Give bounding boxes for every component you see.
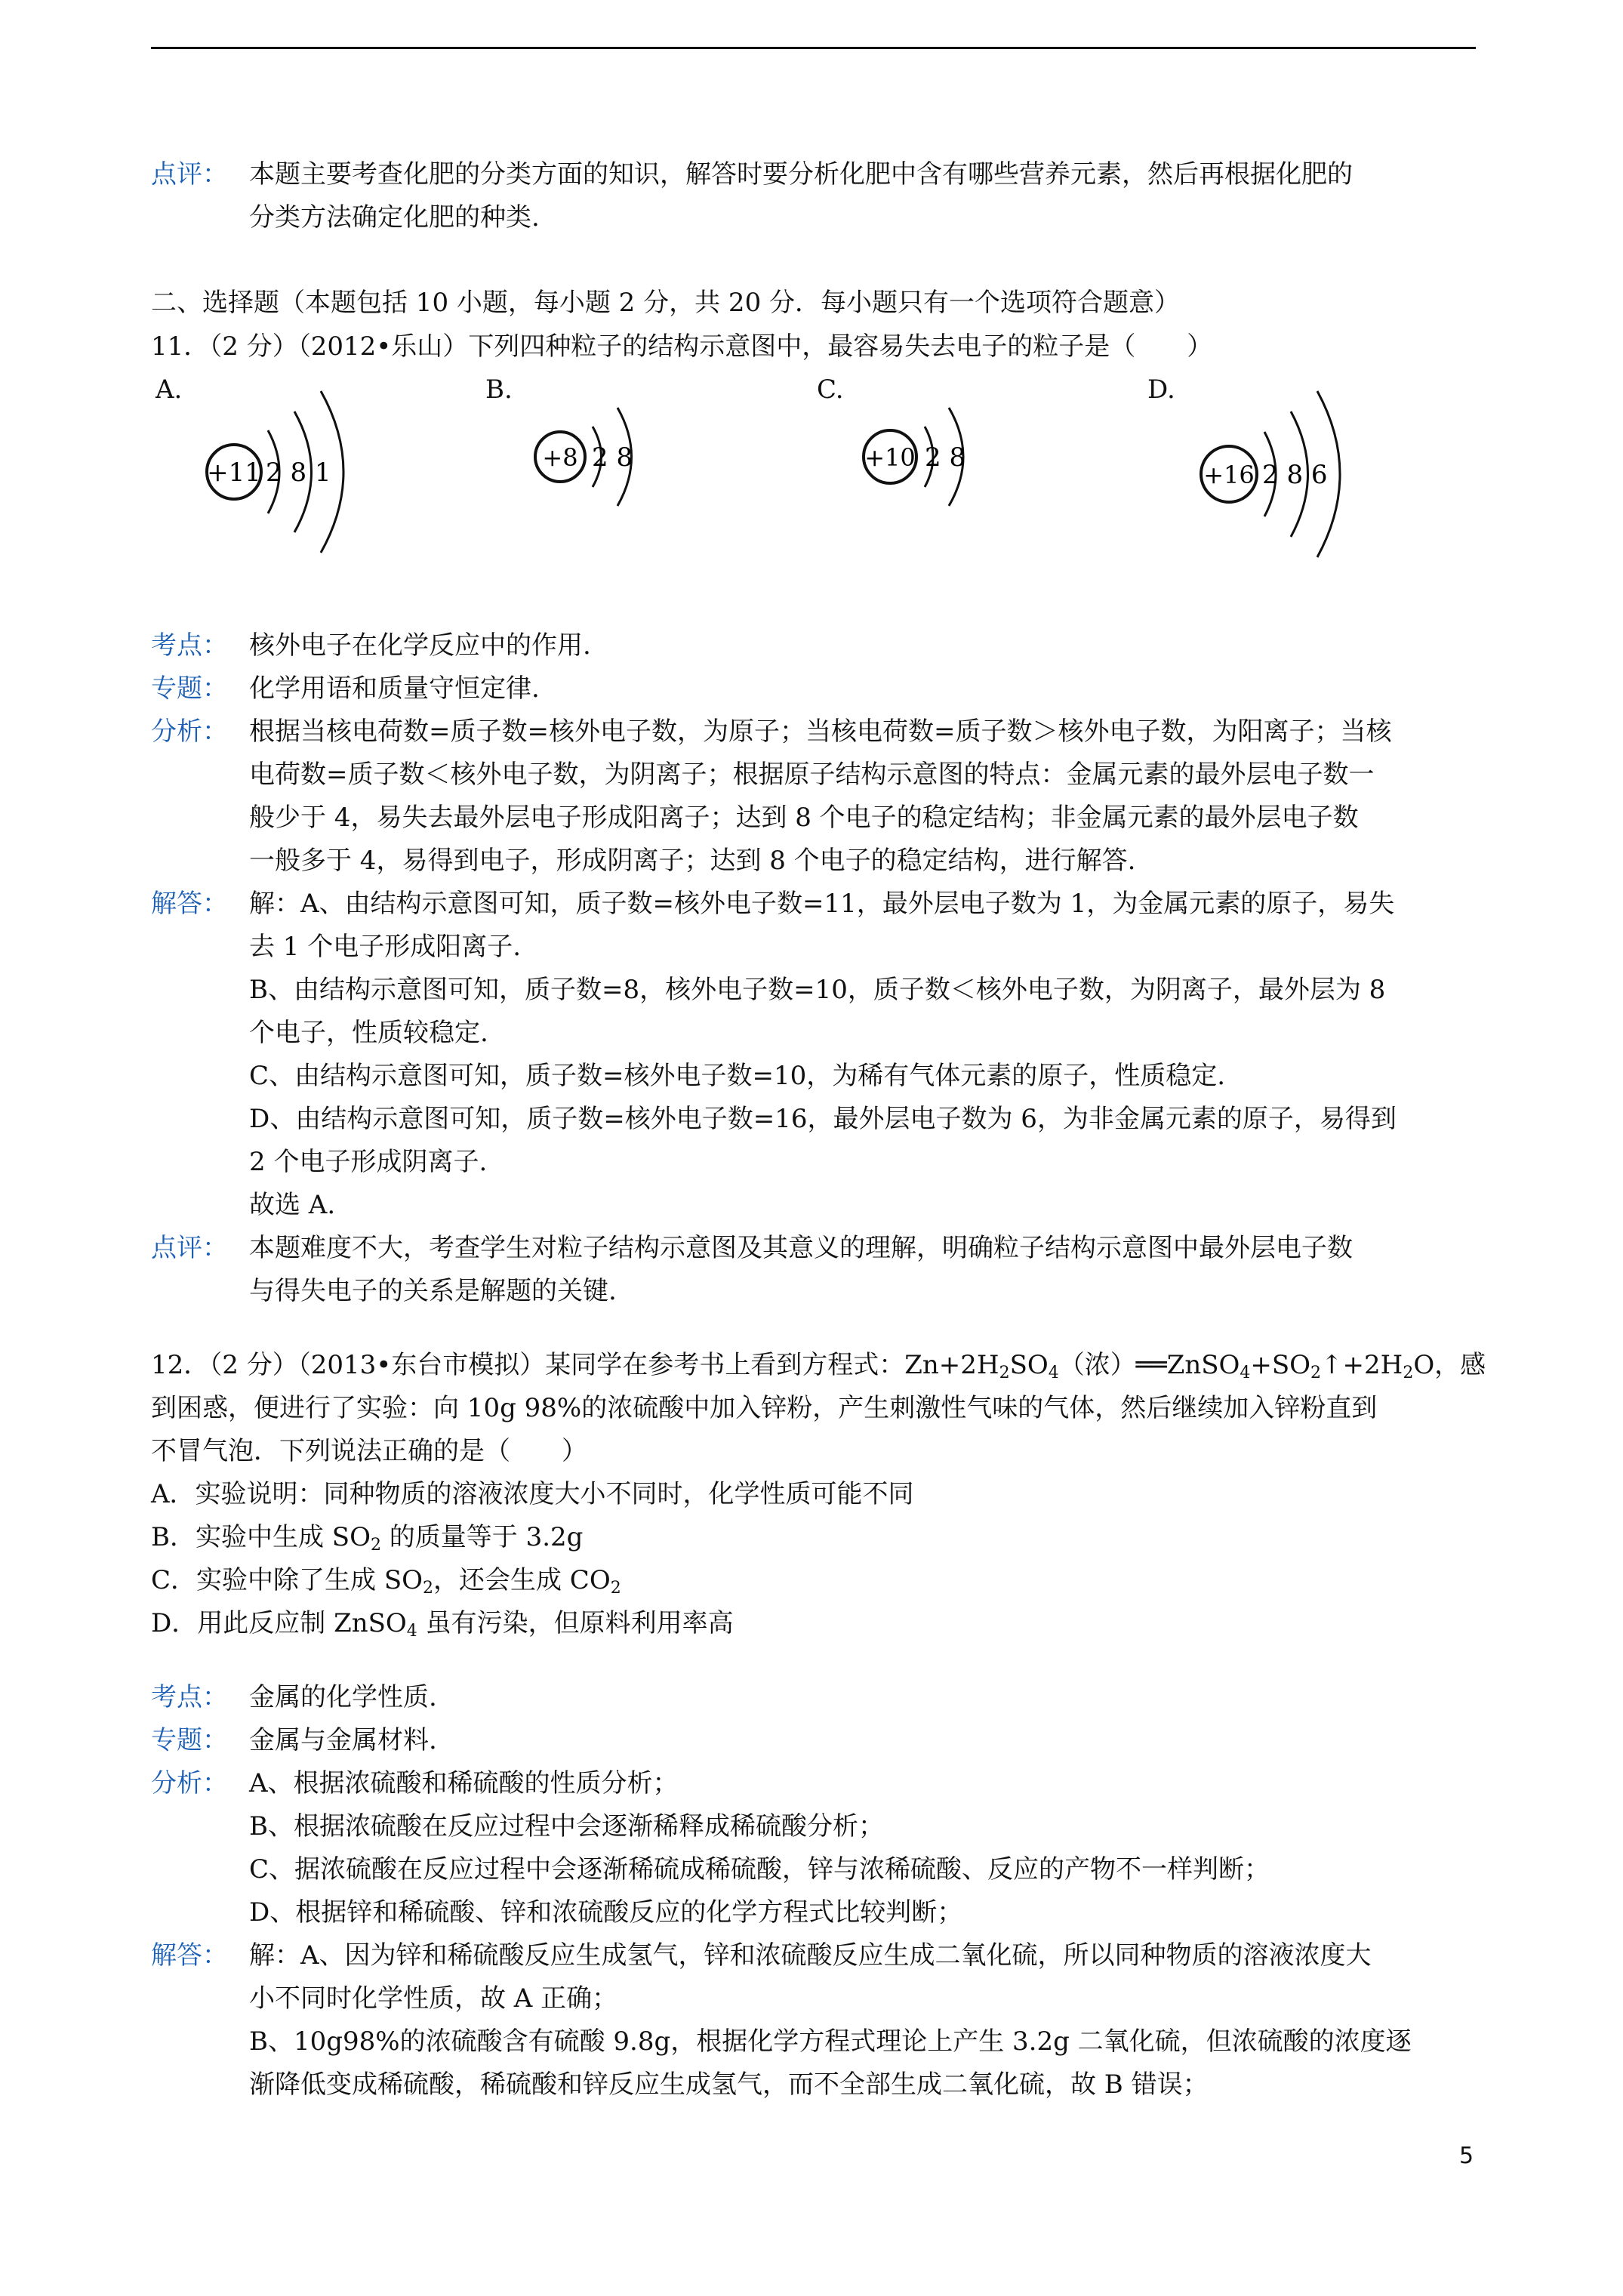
- q12-option-a: A．实验说明：同种物质的溶液浓度大小不同时，化学性质可能不同: [151, 1479, 914, 1509]
- fenxi-label: 分析：: [151, 1768, 228, 1798]
- electron-shells: 2 8: [925, 442, 966, 473]
- jieda-line: 解：A、由结构示意图可知，质子数=核外电子数=11，最外层电子数为 1，为金属元素的原子，易失: [249, 889, 1395, 919]
- q11-analysis-block: [151, 624, 1480, 1313]
- page-number: 5: [1459, 2143, 1474, 2169]
- section-heading: 二、选择题（本题包括 10 小题，每小题 2 分，共 20 分．每小题只有一个选项符合题意）: [151, 288, 1181, 318]
- jieda-line: 个电子，性质较稳定.: [249, 1018, 488, 1048]
- electron-shells: 2 8 1: [266, 458, 331, 488]
- jieda-line: 解：A、因为锌和稀硫酸反应生成氢气，锌和浓硫酸反应生成二氧化硫，所以同种物质的溶液浓度大: [249, 1940, 1372, 1971]
- q12-option-b: B．实验中生成 $SO_2$ 的质量等于 3.2g: [151, 1522, 584, 1555]
- comment-label: 点评：: [151, 159, 228, 190]
- header-rule: [151, 47, 1476, 49]
- nucleus-charge: +11: [207, 458, 261, 488]
- atom-structure-diagram-b: [528, 393, 679, 544]
- q12-analysis-block: [151, 1676, 1480, 2106]
- fenxi-line: 根据当核电荷数=质子数=核外电子数，为原子；当核电荷数=质子数＞核外电子数，为阳离子；当核: [249, 717, 1392, 747]
- nucleus-charge: +8: [542, 443, 578, 472]
- jieda-line: 小不同时化学性质，故 A 正确；: [249, 1983, 618, 2014]
- zhuanti-label: 专题：: [151, 1725, 228, 1755]
- zhuanti-text: 化学用语和质量守恒定律.: [249, 673, 540, 704]
- fenxi-line: 电荷数=质子数＜核外电子数，为阴离子；根据原子结构示意图的特点：金属元素的最外层电子数一: [249, 760, 1375, 790]
- jieda-line: D、由结构示意图可知，质子数=核外电子数=16，最外层电子数为 6，为非金属元素的原子，易得到: [249, 1104, 1397, 1134]
- jieda-label: 解答：: [151, 1940, 228, 1971]
- dianping-label: 点评：: [151, 1233, 228, 1263]
- q11-option-d-letter: D.: [1147, 374, 1175, 405]
- fenxi-line: C、据浓硫酸在反应过程中会逐渐稀硫成稀硫酸，锌与浓稀硫酸、反应的产物不一样判断；: [249, 1854, 1270, 1885]
- q12-option-c: C．实验中除了生成 $SO_2$，还会生成 $CO_2$: [151, 1565, 621, 1598]
- fenxi-line: B、根据浓硫酸在反应过程中会逐渐稀释成稀硫酸分析；: [249, 1811, 884, 1841]
- nucleus-charge: +16: [1203, 461, 1255, 489]
- dianping-line: 本题难度不大，考查学生对粒子结构示意图及其意义的理解，明确粒子结构示意图中最外层电子数: [249, 1233, 1353, 1263]
- jieda-line: C、由结构示意图可知，质子数=核外电子数=10，为稀有气体元素的原子，性质稳定.: [249, 1061, 1226, 1091]
- q12-option-d: D．用此反应制 ZnSO$_4$ 虽有污染，但原料利用率高: [151, 1608, 734, 1641]
- prev-comment-block: [151, 153, 1480, 239]
- fenxi-label: 分析：: [151, 717, 228, 747]
- q11-stem: 11．（2 分）（2012•乐山）下列四种粒子的结构示意图中，最容易失去电子的粒子是（ ）: [151, 331, 1213, 362]
- nucleus-charge: +10: [864, 443, 916, 472]
- zhuanti-label: 专题：: [151, 673, 228, 704]
- jieda-line: 渐降低变成稀硫酸，稀硫酸和锌反应生成氢气，而不全部生成二氧化硫，故 B 错误；: [249, 2069, 1209, 2100]
- jieda-line: 2 个电子形成阴离子.: [249, 1147, 488, 1177]
- dianping-line: 与得失电子的关系是解题的关键.: [249, 1276, 617, 1306]
- atom-structure-diagram-d: [1185, 378, 1374, 574]
- fenxi-line: D、根据锌和稀硫酸、锌和浓硫酸反应的化学方程式比较判断；: [249, 1897, 963, 1928]
- fenxi-line: A、根据浓硫酸和稀硫酸的性质分析；: [249, 1768, 679, 1798]
- comment-line: 本题主要考查化肥的分类方面的知识，解答时要分析化肥中含有哪些营养元素，然后再根据化肥的: [249, 159, 1353, 190]
- electron-shells: 2 8: [592, 442, 633, 473]
- jieda-line: 去 1 个电子形成阳离子.: [249, 932, 522, 962]
- kaodian-text: 核外电子在化学反应中的作用.: [249, 630, 591, 661]
- electron-shells: 2 8 6: [1262, 460, 1328, 490]
- q11-option-c-letter: C.: [817, 374, 844, 405]
- jieda-line: B、由结构示意图可知，质子数=8，核外电子数=10，质子数＜核外电子数，为阴离子，最外层为 8: [249, 975, 1386, 1005]
- q11-option-b-letter: B.: [485, 374, 513, 405]
- q11-option-a-letter: A.: [156, 374, 183, 405]
- zhuanti-text: 金属与金属材料.: [249, 1725, 437, 1755]
- atom-structure-diagram-a: [196, 378, 377, 574]
- jieda-line: 故选 A.: [249, 1190, 336, 1220]
- q12-stem: 12．（2 分）（2013•东台市模拟）某同学在参考书上看到方程式：$Zn+2H_2SO_4$（浓）$══ZnSO_4+SO_2↑+2H_2O$，感 到困惑，便进行了实验：向 10g 98%的浓硫酸中加入锌粉，产生刺激性气味的气体，然后继续加入锌粉直到 不冒气泡．下列说法正确的是（ ） A．实验说明：同种物质的溶液浓度大小不同时，化学性质可能不同 B．实验中生成 $SO_2$ 的质量等于 3.2g C．实验中除了生成 $SO_2$，还会生成 $CO_2$ D．用此反应制 ZnSO$_4$ 虽有污染，但原料利用率高: [151, 1344, 1480, 1645]
- fenxi-line: 般少于 4，易失去最外层电子形成阳离子；达到 8 个电子的稳定结构；非金属元素的最外层电子数: [249, 803, 1359, 833]
- jieda-line: B、10g98%的浓硫酸含有硫酸 9.8g，根据化学方程式理论上产生 3.2g 二氧化硫，但浓硫酸的浓度逐: [249, 2026, 1412, 2057]
- comment-line: 分类方法确定化肥的种类.: [249, 202, 540, 233]
- fenxi-line: 一般多于 4，易得到电子，形成阴离子；达到 8 个电子的稳定结构，进行解答.: [249, 846, 1136, 876]
- kaodian-label: 考点：: [151, 1682, 228, 1712]
- atom-structure-diagram-c: [857, 393, 1008, 544]
- kaodian-text: 金属的化学性质.: [249, 1682, 437, 1712]
- jieda-label: 解答：: [151, 889, 228, 919]
- kaodian-label: 考点：: [151, 630, 228, 661]
